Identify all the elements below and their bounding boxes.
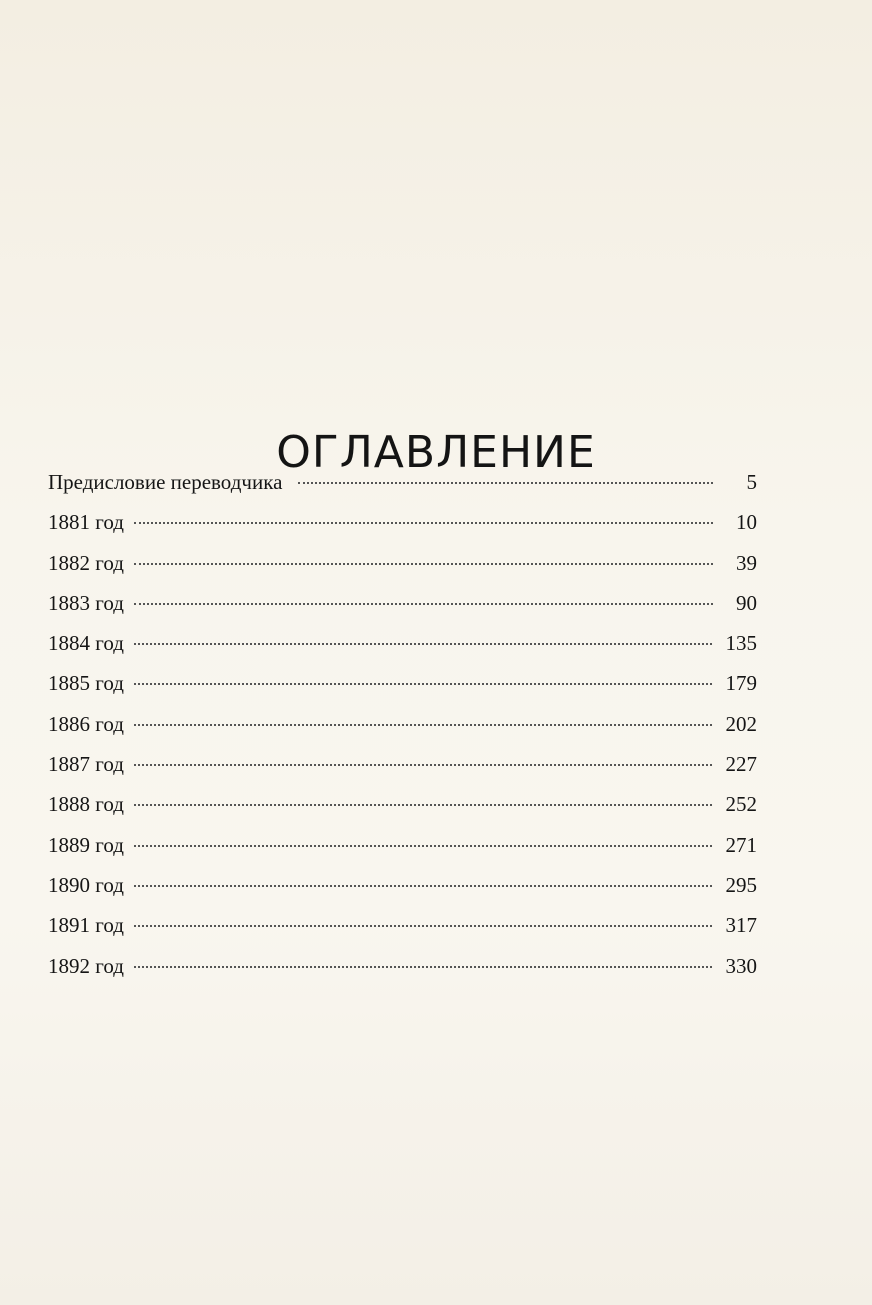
dot-leader <box>134 603 713 605</box>
toc-entry <box>48 671 757 711</box>
toc-entry-title: 1889 год <box>48 832 124 857</box>
dot-leader <box>298 482 713 484</box>
toc-heading: ОГЛАВЛЕНИЕ <box>276 427 596 479</box>
toc-entry-page: 179 <box>725 671 757 696</box>
dot-leader <box>134 643 712 645</box>
toc-entry-title: 1891 год <box>48 913 124 938</box>
toc-entry-page: 295 <box>725 872 757 897</box>
dot-leader <box>134 804 712 806</box>
toc-entry <box>48 712 757 752</box>
toc-entry-title: 1885 год <box>48 671 124 696</box>
dot-leader <box>134 683 712 685</box>
dot-leader <box>134 845 712 847</box>
toc-entry-page: 271 <box>725 832 757 857</box>
toc-entry <box>48 591 757 631</box>
toc-entry <box>48 510 757 550</box>
toc-entry-page: 135 <box>725 631 757 656</box>
toc-entry-title: 1881 год <box>48 510 124 535</box>
toc-entry <box>48 631 757 671</box>
dot-leader <box>134 563 713 565</box>
toc-entry-page: 317 <box>725 913 757 938</box>
toc-entry-title: 1888 год <box>48 792 124 817</box>
toc-entry-page: 227 <box>725 752 757 777</box>
toc-entry-page: 10 <box>736 510 757 535</box>
toc-entry-title: 1883 год <box>48 590 124 615</box>
toc-entry-page: 202 <box>725 711 757 736</box>
dot-leader <box>134 885 712 887</box>
toc-entry-page: 5 <box>746 470 757 494</box>
dot-leader <box>134 925 712 927</box>
dot-leader <box>134 764 712 766</box>
toc-entry-page: 330 <box>725 953 757 978</box>
toc-list <box>48 470 757 994</box>
toc-entry <box>48 792 757 832</box>
toc-entry-title: 1884 год <box>48 631 124 656</box>
toc-entry-page: 39 <box>736 550 757 575</box>
toc-entry <box>48 833 757 873</box>
dot-leader <box>134 966 712 968</box>
toc-entry <box>48 470 757 510</box>
toc-entry <box>48 913 757 953</box>
toc-entry <box>48 752 757 792</box>
toc-entry-page: 90 <box>736 590 757 615</box>
toc-entry <box>48 551 757 591</box>
toc-entry <box>48 954 757 994</box>
toc-entry-title: 1887 год <box>48 752 124 777</box>
toc-entry-title: 1892 год <box>48 953 124 978</box>
toc-entry-title: 1886 год <box>48 711 124 736</box>
toc-entry-title: 1882 год <box>48 550 124 575</box>
toc-entry-page: 252 <box>725 792 757 817</box>
dot-leader <box>134 724 712 726</box>
dot-leader <box>134 522 713 524</box>
toc-entry-title: 1890 год <box>48 872 124 897</box>
toc-entry-title: Предисловие переводчика <box>48 470 283 494</box>
toc-entry <box>48 873 757 913</box>
